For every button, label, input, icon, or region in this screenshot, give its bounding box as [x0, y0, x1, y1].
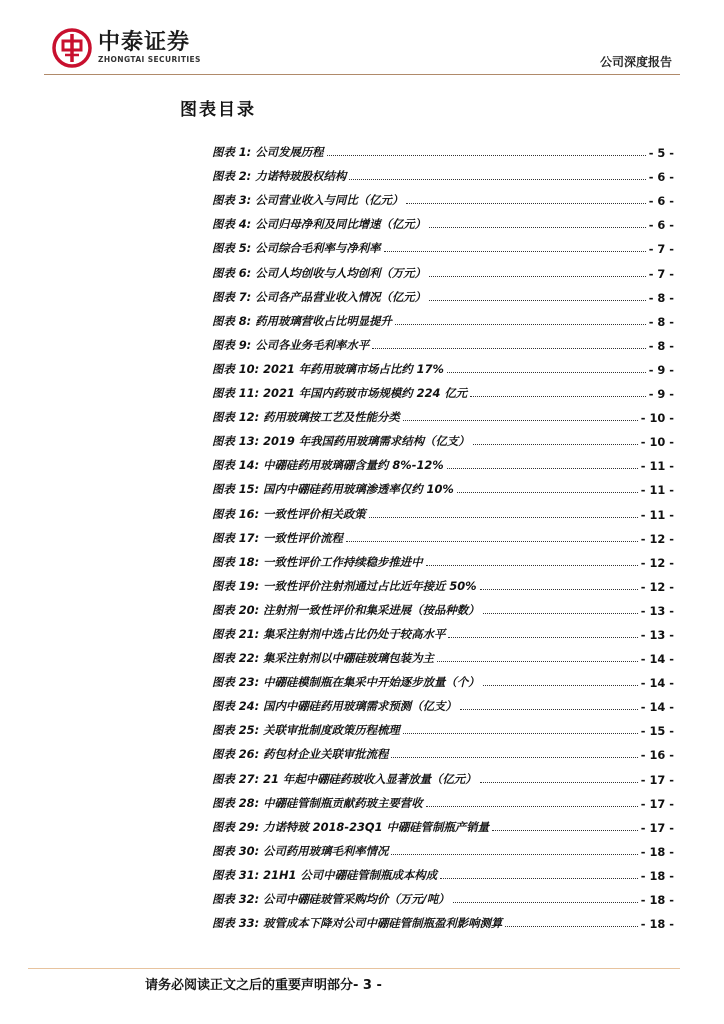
toc-entry-label: 图表 22: 集采注射剂以中硼硅玻璃包装为主	[212, 651, 434, 666]
toc-entry-page: - 8 -	[648, 338, 674, 353]
toc-dot-leader	[346, 541, 638, 542]
toc-entry-page: - 18 -	[640, 917, 674, 932]
toc-entry-label: 图表 6: 公司人均创收与人均创利（万元）	[212, 265, 427, 280]
toc-entry-page: - 6 -	[648, 170, 674, 185]
toc-dot-leader	[483, 685, 638, 686]
footer-divider	[28, 968, 680, 969]
toc-title: 图表目录	[180, 100, 256, 120]
toc-dot-leader	[492, 830, 638, 831]
toc-entry-page: - 17 -	[640, 820, 674, 835]
toc-dot-leader	[384, 251, 646, 252]
toc-entry[interactable]	[212, 859, 674, 883]
toc-entry-label: 图表 10: 2021 年药用玻璃市场占比约 17%	[212, 361, 444, 376]
toc-list	[212, 136, 674, 931]
toc-entry[interactable]	[212, 449, 674, 473]
toc-entry-page: - 18 -	[640, 844, 674, 859]
toc-entry-page: - 16 -	[640, 748, 674, 763]
toc-entry-label: 图表 2: 力诺特玻股权结构	[212, 169, 347, 184]
toc-entry-label: 图表 9: 公司各业务毛利率水平	[212, 337, 370, 352]
toc-entry-page: - 13 -	[640, 603, 674, 618]
toc-dot-leader	[426, 565, 638, 566]
toc-entry-page: - 10 -	[640, 435, 674, 450]
toc-entry[interactable]	[212, 497, 674, 521]
toc-dot-leader	[470, 396, 646, 397]
toc-entry-page: - 8 -	[648, 290, 674, 305]
toc-dot-leader	[480, 589, 638, 590]
logo-chinese-name: 中泰证券	[98, 30, 191, 55]
toc-entry-page: - 7 -	[648, 266, 674, 281]
toc-entry[interactable]	[212, 522, 674, 546]
toc-entry[interactable]	[212, 787, 674, 811]
toc-dot-leader	[403, 733, 638, 734]
toc-entry-label: 图表 27: 21 年起中硼硅药玻收入显著放量（亿元）	[212, 771, 477, 786]
toc-entry-label: 图表 31: 21H1 公司中硼硅管制瓶成本构成	[212, 867, 438, 882]
toc-dot-leader	[426, 806, 638, 807]
toc-dot-leader	[429, 227, 646, 228]
toc-entry-label: 图表 33: 玻管成本下降对公司中硼硅管制瓶盈利影响测算	[212, 916, 503, 931]
toc-entry-label: 图表 26: 药包材企业关联审批流程	[212, 747, 389, 762]
toc-entry-label: 图表 32: 公司中硼硅玻管采购均价（万元/吨）	[212, 892, 450, 906]
toc-dot-leader	[447, 372, 646, 373]
toc-entry-page: - 17 -	[640, 796, 674, 811]
toc-dot-leader	[391, 854, 637, 855]
toc-entry-label: 图表 3: 公司营业收入与同比（亿元）	[212, 193, 404, 208]
toc-dot-leader	[505, 926, 637, 927]
toc-entry[interactable]	[212, 690, 674, 714]
toc-dot-leader	[327, 155, 646, 156]
toc-entry-page: - 17 -	[640, 772, 674, 787]
toc-entry[interactable]	[212, 281, 674, 305]
toc-entry-label: 图表 21: 集采注射剂中选占比仍处于较高水平	[212, 626, 446, 641]
toc-entry-page: - 15 -	[640, 724, 674, 739]
company-logo	[52, 28, 201, 68]
report-type-label: 公司深度报告	[599, 55, 672, 69]
toc-entry[interactable]	[212, 425, 674, 449]
toc-entry-label: 图表 11: 2021 年国内药玻市场规模约 224 亿元	[212, 386, 468, 401]
toc-entry[interactable]	[212, 136, 674, 160]
toc-entry-label: 图表 16: 一致性评价相关政策	[212, 506, 366, 521]
toc-entry-page: - 8 -	[648, 314, 674, 329]
toc-dot-leader	[437, 661, 638, 662]
toc-entry-label: 图表 18: 一致性评价工作持续稳步推进中	[212, 554, 423, 569]
toc-entry-label: 图表 4: 公司归母净利及同比增速（亿元）	[212, 217, 427, 232]
toc-entry-page: - 14 -	[640, 676, 674, 691]
toc-entry-page: - 12 -	[640, 579, 674, 594]
toc-entry[interactable]	[212, 835, 674, 859]
toc-dot-leader	[403, 420, 638, 421]
toc-dot-leader	[349, 179, 645, 180]
toc-entry-page: - 7 -	[648, 242, 674, 257]
toc-dot-leader	[457, 492, 638, 493]
header-divider	[44, 74, 680, 75]
toc-entry-label: 图表 29: 力诺特玻 2018-23Q1 中硼硅管制瓶产销量	[212, 819, 490, 834]
toc-entry-page: - 9 -	[648, 362, 674, 377]
toc-dot-leader	[460, 709, 638, 710]
toc-dot-leader	[447, 468, 638, 469]
toc-dot-leader	[369, 517, 638, 518]
toc-entry-page: - 11 -	[640, 483, 674, 498]
toc-entry[interactable]	[212, 594, 674, 618]
toc-entry[interactable]	[212, 883, 674, 907]
toc-entry-label: 图表 28: 中硼硅管制瓶贡献药玻主要营收	[212, 795, 423, 810]
toc-entry-label: 图表 25: 关联审批制度政策历程梳理	[212, 723, 400, 738]
zhongtai-logo-icon	[52, 28, 92, 68]
toc-entry[interactable]	[212, 377, 674, 401]
toc-entry-page: - 10 -	[640, 411, 674, 426]
toc-entry[interactable]	[212, 618, 674, 642]
toc-entry-label: 图表 20: 注射剂一致性评价和集采进展（按品种数）	[212, 602, 480, 617]
toc-dot-leader	[453, 902, 638, 903]
logo-english-name: ZHONGTAI SECURITIES	[98, 55, 201, 64]
toc-entry[interactable]	[212, 473, 674, 497]
toc-entry-page: - 12 -	[640, 531, 674, 546]
toc-entry-label: 图表 23: 中硼硅模制瓶在集采中开始逐步放量（个）	[212, 675, 480, 690]
toc-entry-page: - 9 -	[648, 387, 674, 402]
toc-entry-page: - 11 -	[640, 507, 674, 522]
toc-entry[interactable]	[212, 546, 674, 570]
toc-entry-page: - 12 -	[640, 555, 674, 570]
toc-entry[interactable]	[212, 329, 674, 353]
toc-entry[interactable]	[212, 353, 674, 377]
toc-entry-page: - 18 -	[640, 868, 674, 883]
toc-dot-leader	[440, 878, 638, 879]
toc-entry-page: - 6 -	[648, 194, 674, 209]
toc-dot-leader	[391, 757, 637, 758]
toc-entry-label: 图表 12: 药用玻璃按工艺及性能分类	[212, 410, 400, 425]
toc-entry[interactable]	[212, 811, 674, 835]
toc-entry[interactable]	[212, 714, 674, 738]
toc-entry-label: 图表 5: 公司综合毛利率与净利率	[212, 241, 381, 256]
toc-entry[interactable]	[212, 232, 674, 256]
toc-dot-leader	[406, 203, 645, 204]
toc-entry[interactable]	[212, 256, 674, 280]
toc-entry-page: - 18 -	[640, 893, 674, 907]
toc-dot-leader	[480, 782, 638, 783]
toc-entry-page: - 14 -	[640, 700, 674, 715]
toc-entry[interactable]	[212, 208, 674, 232]
toc-dot-leader	[448, 637, 637, 638]
toc-entry[interactable]	[212, 738, 674, 762]
toc-entry-label: 图表 8: 药用玻璃营收占比明显提升	[212, 313, 392, 328]
toc-entry-label: 图表 13: 2019 年我国药用玻璃需求结构（亿支）	[212, 434, 470, 449]
toc-entry-label: 图表 1: 公司发展历程	[212, 145, 324, 160]
toc-entry-label: 图表 30: 公司药用玻璃毛利率情况	[212, 843, 389, 858]
toc-entry[interactable]	[212, 184, 674, 208]
toc-entry[interactable]	[212, 570, 674, 594]
toc-entry[interactable]	[212, 666, 674, 690]
toc-entry[interactable]	[212, 305, 674, 329]
toc-entry-label: 图表 17: 一致性评价流程	[212, 530, 343, 545]
footer-disclaimer: 请务必阅读正文之后的重要声明部分- 3 -	[145, 978, 382, 993]
toc-dot-leader	[372, 348, 646, 349]
toc-entry-page: - 5 -	[648, 146, 674, 161]
toc-entry-page: - 14 -	[640, 652, 674, 667]
toc-dot-leader	[395, 324, 646, 325]
toc-entry-label: 图表 24: 国内中硼硅药用玻璃需求预测（亿支）	[212, 699, 457, 714]
toc-entry[interactable]	[212, 907, 674, 931]
toc-dot-leader	[429, 276, 646, 277]
toc-entry-page: - 6 -	[648, 218, 674, 233]
toc-entry[interactable]	[212, 642, 674, 666]
toc-dot-leader	[483, 613, 638, 614]
toc-entry-label: 图表 19: 一致性评价注射剂通过占比近年接近 50%	[212, 578, 477, 593]
toc-dot-leader	[429, 300, 646, 301]
toc-entry[interactable]	[212, 762, 674, 786]
toc-entry-label: 图表 7: 公司各产品营业收入情况（亿元）	[212, 289, 427, 304]
toc-entry[interactable]	[212, 160, 674, 184]
toc-entry-label: 图表 14: 中硼硅药用玻璃硼含量约 8%-12%	[212, 458, 444, 473]
toc-entry-page: - 13 -	[640, 627, 674, 642]
toc-entry-page: - 11 -	[640, 459, 674, 474]
toc-entry[interactable]	[212, 401, 674, 425]
toc-dot-leader	[473, 444, 638, 445]
toc-entry-label: 图表 15: 国内中硼硅药用玻璃渗透率仅约 10%	[212, 482, 454, 497]
